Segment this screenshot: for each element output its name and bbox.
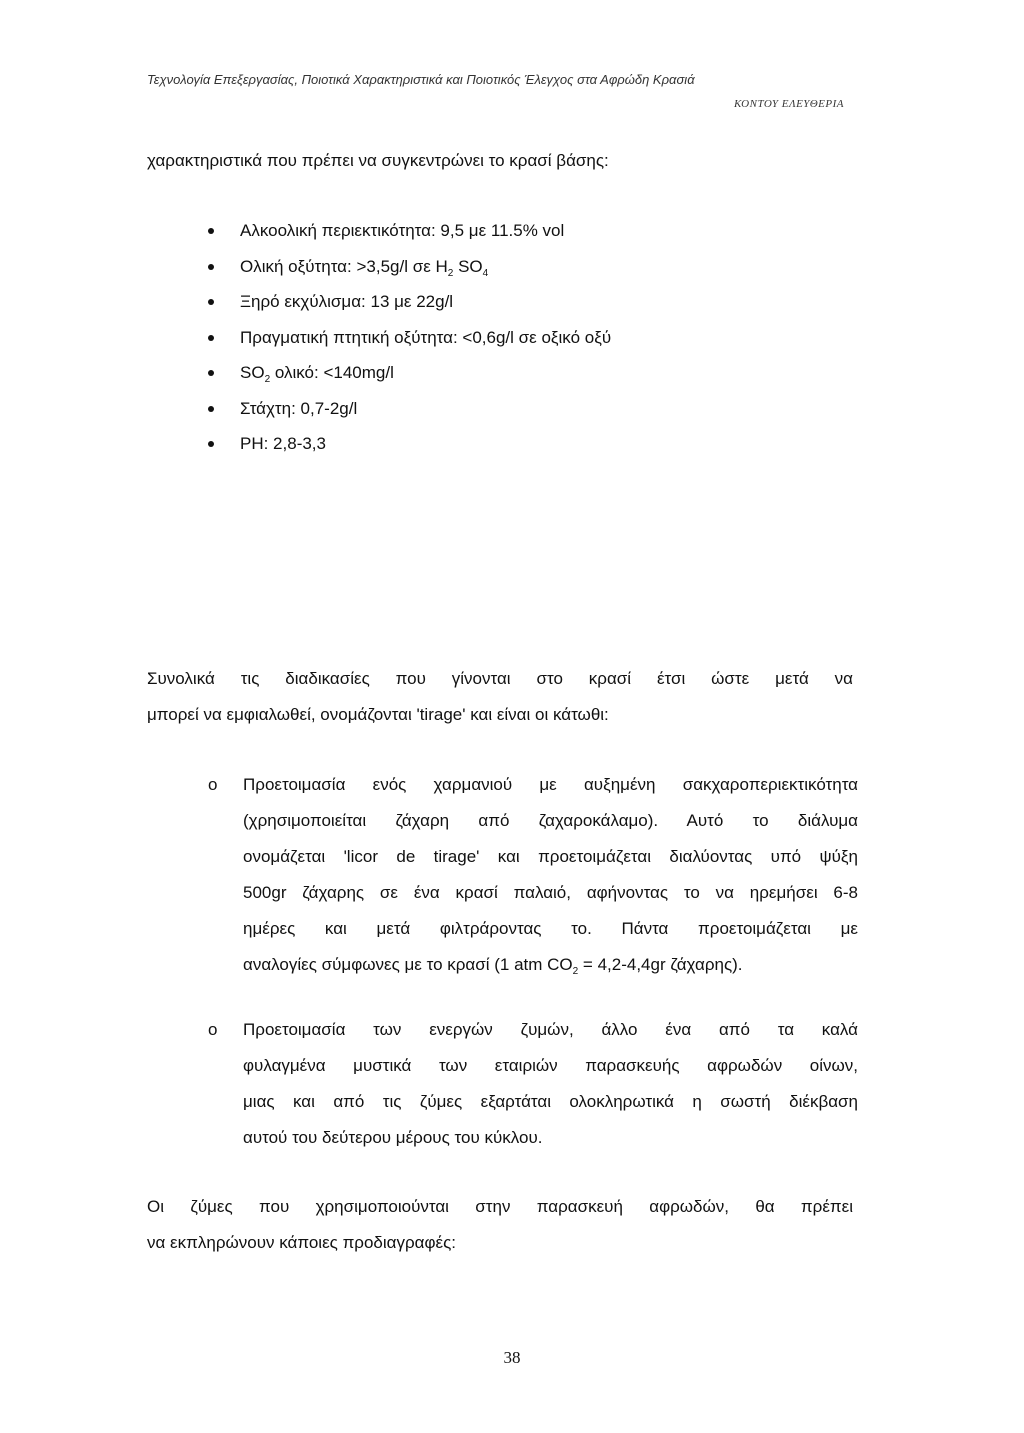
list-item — [208, 434, 611, 470]
running-header-title: Τεχνολογία Επεξεργασίας, Ποιοτικά Χαρακτηριστικά και Ποιοτικός Έλεγχος στα Αφρώδη Κρασιά — [147, 72, 695, 87]
subscript: 2 — [447, 267, 454, 279]
list-item-text: SO — [453, 256, 483, 276]
list-item — [208, 221, 611, 257]
bullet-icon — [208, 264, 214, 270]
list-item-text: = 4,2-4,4gr ζάχαρης). — [578, 955, 743, 974]
list-marker: o — [208, 1020, 218, 1039]
list-item — [208, 292, 611, 328]
list-item-text: Ξηρό εκχύλισμα: 13 με 22g/l — [240, 292, 454, 311]
subscript: 2 — [264, 374, 271, 385]
list-item-yeasts — [208, 1012, 858, 1156]
intro-line: χαρακτηριστικά που πρέπει να συγκεντρώνει το κρασί βάσης: — [147, 151, 609, 170]
list-item-line: φυλαγμένα μυστικά των εταιριών παρασκευής αφρωδών οίνων, — [243, 1056, 858, 1075]
list-item-body — [243, 1012, 858, 1156]
list-item-text: Αλκοολική περιεκτικότητα: 9,5 με 11.5% vol — [240, 221, 565, 240]
bullet-icon — [208, 228, 214, 234]
list-item-text: SO — [240, 363, 265, 382]
list-item-line: αυτού του δεύτερου μέρους του κύκλου. — [243, 1128, 543, 1147]
bullet-list — [208, 221, 611, 470]
list-item-text: Πραγματική πτητική οξύτητα: <0,6g/l σε οξικό οξύ — [240, 327, 612, 347]
subscript: 4 — [482, 267, 489, 279]
list-item-line: ονομάζεται 'licor de tirage' και προετοιμάζεται διαλύοντας υπό ψύξη — [243, 847, 858, 866]
running-header-author: ΚΟΝΤΟΥ ΕΛΕΥΘΕΡΙΑ — [733, 98, 844, 110]
paragraph-line: Οι ζύμες που χρησιμοποιούνται στην παρασκευή αφρωδών, θα πρέπει — [147, 1197, 853, 1216]
subscript: 2 — [572, 966, 579, 977]
list-item — [208, 399, 611, 435]
list-item-text: αναλογίες σύμφωνες με το κρασί (1 atm CO — [243, 955, 573, 974]
list-item-liqueur — [208, 767, 858, 983]
list-item-line: 500gr ζάχαρης σε ένα κρασί παλαιό, αφήνοντας το να ηρεμήσει 6-8 — [243, 883, 858, 902]
paragraph-yeast-specs — [147, 1189, 853, 1261]
list-item-text: Στάχτη: 0,7-2g/l — [240, 398, 358, 418]
bullet-icon — [208, 335, 214, 341]
list-item-text: ολικό: <140mg/l — [270, 363, 394, 382]
list-item-body — [243, 767, 858, 990]
bullet-icon — [208, 441, 214, 447]
list-item — [208, 257, 611, 293]
page-number: 38 — [503, 1348, 521, 1367]
paragraph-tirage — [147, 661, 853, 733]
list-item-line — [243, 947, 858, 990]
list-item — [208, 328, 611, 364]
bullet-icon — [208, 370, 214, 376]
paragraph-line: Συνολικά τις διαδικασίες που γίνονται στο κρασί έτσι ώστε μετά να — [147, 669, 853, 688]
list-item-line: Προετοιμασία των ενεργών ζυμών, άλλο ένα από τα καλά — [243, 1020, 858, 1039]
bullet-icon — [208, 406, 214, 412]
paragraph-line: μπορεί να εμφιαλωθεί, ονομάζονται 'tirage' και είναι οι κάτωθι: — [147, 705, 609, 724]
list-item-line: ημέρες και μετά φιλτράροντας το. Πάντα προετοιμάζεται με — [243, 919, 858, 938]
list-marker: o — [208, 775, 218, 794]
list-item-line: (χρησιμοποιείται ζάχαρη από ζαχαροκάλαμο). Αυτό το διάλυμα — [243, 811, 858, 830]
list-item — [208, 363, 611, 399]
list-item-line: μιας και από τις ζύμες εξαρτάται ολοκληρωτικά η σωστή διέκβαση — [243, 1092, 858, 1111]
paragraph-line: να εκπληρώνουν κάποιες προδιαγραφές: — [147, 1233, 457, 1252]
list-item-text: PH: 2,8-3,3 — [240, 434, 326, 453]
bullet-icon — [208, 299, 214, 305]
list-item-text: Ολική οξύτητα: >3,5g/l σε H — [240, 256, 448, 276]
list-item-line: Προετοιμασία ενός χαρμανιού με αυξημένη σακχαροπεριεκτικότητα — [243, 775, 858, 794]
